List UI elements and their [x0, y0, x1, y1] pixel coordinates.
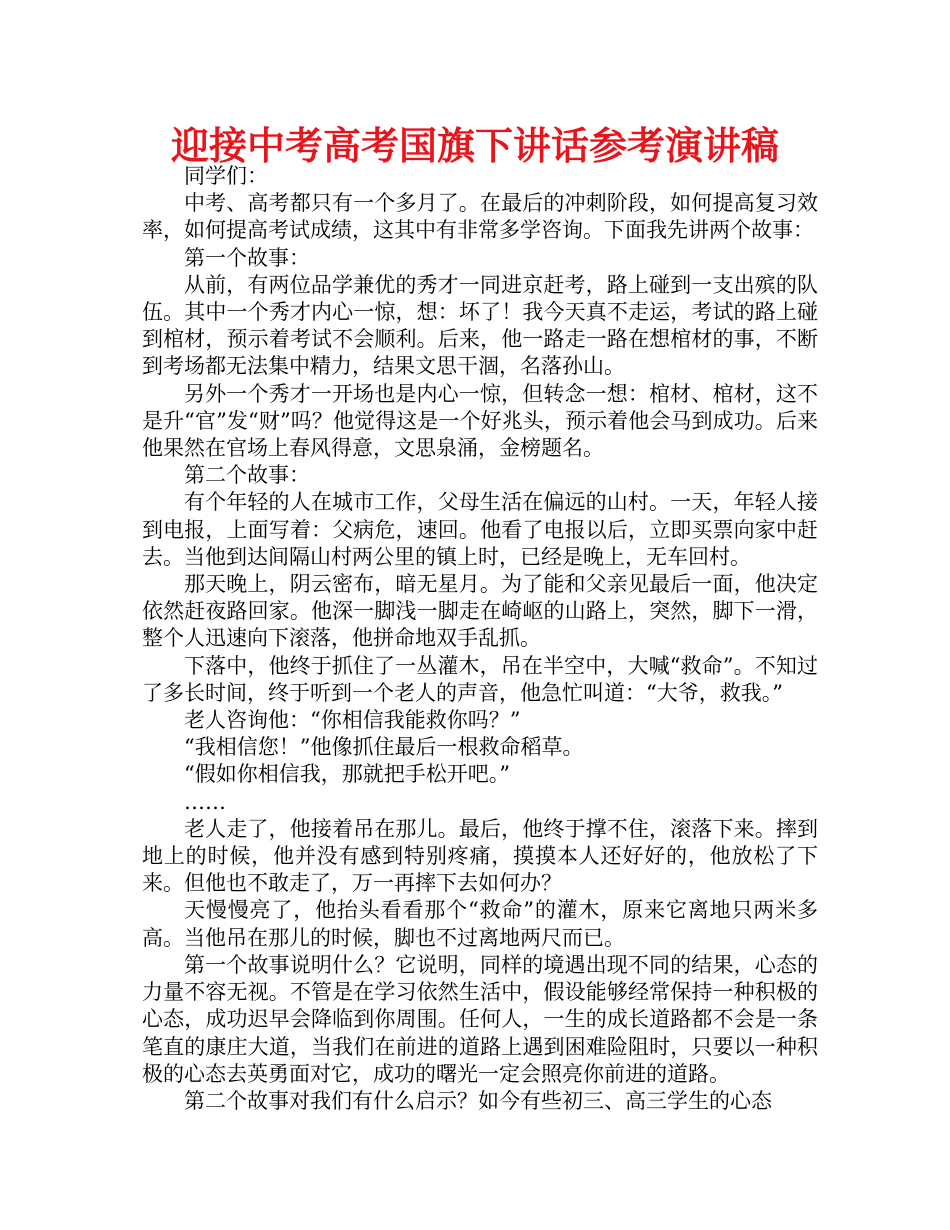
- paragraph: 第一个故事说明什么？它说明，同样的境遇出现不同的结果，心态的力量不容无视。不管是在学习依然生活中，假设能够经常保持一种积极的心态，成功迟早会降临到你周围。任何人，一生的成长道路都不会是一条笔直的康庄大道，当我们在前进的道路上遇到困难险阻时，只要以一种积极的心态去英勇面对它，成功的曙光一定会照亮你前进的道路。: [142, 952, 818, 1086]
- paragraph: 天慢慢亮了，他抬头看看那个“救命”的灌木，原来它离地只两米多高。当他吊在那儿的时候，脚也不过离地两尺而已。: [142, 898, 818, 950]
- paragraph: 老人走了，他接着吊在那儿。最后，他终于撑不住，滚落下来。摔到地上的时候，他并没有感到特别疼痛，摸摸本人还好好的，他放松了下来。但他也不敢走了，万一再摔下去如何办？: [142, 816, 818, 896]
- paragraph: 中考、高考都只有一个多月了。在最后的冲刺阶段，如何提高复习效率，如何提高考试成绩，这其中有非常多学咨询。下面我先讲两个故事：: [142, 191, 818, 243]
- paragraph: 第一个故事：: [184, 245, 310, 270]
- paragraph: 同学们：: [184, 164, 268, 188]
- paragraph: 从前，有两位品学兼优的秀才一同进京赶考，路上碰到一支出殡的队伍。其中一个秀才内心一惊，想：坏了！我今天真不走运，考试的路上碰到棺材，预示着考试不会顺利。后来，他一路走一路在想棺材的事，不断到考场都无法集中精力，结果文思干涸，名落孙山。: [142, 272, 818, 379]
- paragraph: 另外一个秀才一开场也是内心一惊，但转念一想：棺材、棺材，这不是升“官”发“财”吗？他觉得这是一个好兆头，预示着他会马到成功。后来他果然在官场上春风得意，文思泉涌，金榜题名。: [142, 381, 818, 461]
- paragraph: 下落中，他终于抓住了一丛灌木，吊在半空中，大喊“救命”。不知过了多长时间，终于听到一个老人的声音，他急忙叫道：“大爷，救我。”: [142, 653, 818, 705]
- paragraph: 有个年轻的人在城市工作，父母生活在偏远的山村。一天，年轻人接到电报，上面写着：父病危，速回。他看了电报以后，立即买票向家中赶去。当他到达间隔山村两公里的镇上时，已经是晚上，无车回村。: [142, 490, 818, 569]
- paragraph: 第二个故事：: [184, 463, 310, 488]
- document-title: 迎接中考高考国旗下讲话参考演讲稿: [170, 124, 779, 168]
- paragraph: ……: [184, 789, 226, 814]
- paragraph: 老人咨询他：“你相信我能救你吗？”: [184, 708, 521, 733]
- paragraph: 那天晚上，阴云密布，暗无星月。为了能和父亲见最后一面，他决定依然赶夜路回家。他深一脚浅一脚走在崎岖的山路上，突然，脚下一滑，整个人迅速向下滚落，他拼命地双手乱抓。: [142, 572, 818, 651]
- document-body: [142, 163, 818, 1115]
- paragraph: “假如你相信我，那就把手松开吧。”: [184, 762, 510, 787]
- paragraph: “我相信您！”他像抓住最后一根救命稻草。: [184, 735, 584, 760]
- paragraph: 第二个故事对我们有什么启示？如今有些初三、高三学生的心态: [184, 1088, 772, 1113]
